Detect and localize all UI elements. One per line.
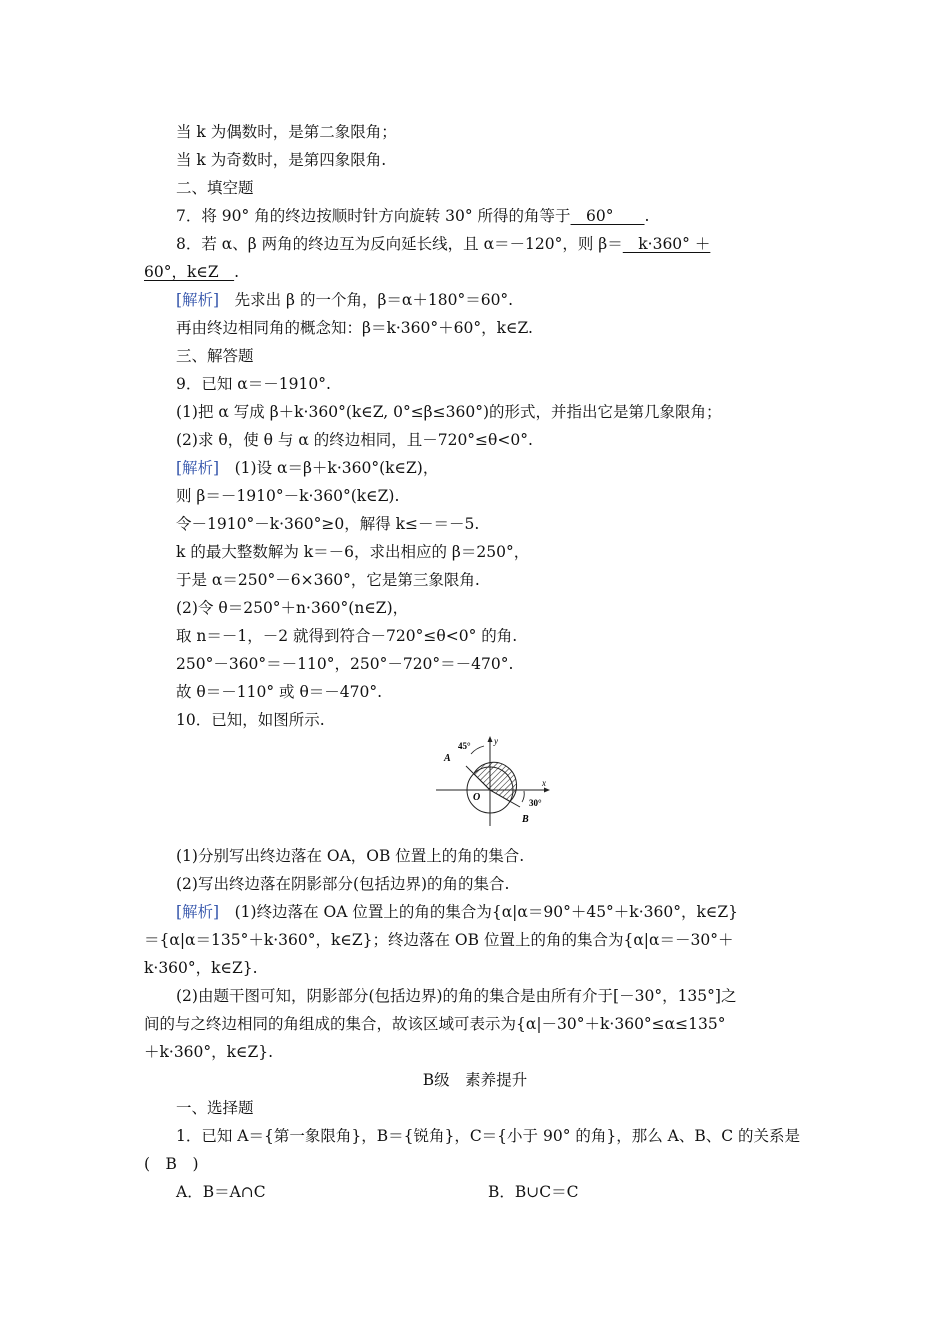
solution-line: 于是 α＝250°－6×360°，它是第三象限角. bbox=[176, 571, 480, 589]
question-8-answer-part2: 60°，k∈Z bbox=[144, 263, 235, 281]
question-8-solution-2: 再由终边相同角的概念知：β＝k·360°＋60°，k∈Z. bbox=[176, 319, 533, 337]
question-b1-answer: ( B ) bbox=[144, 1155, 199, 1173]
solution-line: 则 β＝－1910°－k·360°(k∈Z). bbox=[176, 487, 400, 505]
arc-45 bbox=[471, 746, 484, 754]
question-9-part1: (1)把 α 写成 β＋k·360°(k∈Z, 0°≤β≤360°)的形式，并指出它是第几象限角； bbox=[176, 403, 722, 421]
solution-line: k 的最大整数解为 k＝－6，求出相应的 β＝250°， bbox=[176, 543, 530, 561]
question-8-text: 8．若 α、β 两角的终边互为反向延长线，且 α＝－120°，则 β＝ bbox=[176, 235, 623, 253]
question-8-answer-part1: k·360° ＋ bbox=[622, 235, 711, 253]
question-10: 10．已知，如图所示. bbox=[176, 711, 325, 729]
question-b1: 1．已知 A＝{第一象限角}，B＝{锐角}，C＝{小于 90° 的角}，那么 A、B、C 的关系是 bbox=[176, 1127, 801, 1145]
arc-30 bbox=[522, 791, 524, 802]
line-k-even: 当 k 为偶数时，是第二象限角； bbox=[176, 123, 397, 141]
question-10-solution-text: (1)终边落在 OA 位置上的角的集合为{α|α＝90°＋45°＋k·360°，k∈Z} bbox=[234, 903, 738, 921]
y-axis-arrow bbox=[488, 736, 493, 742]
label-45: 45° bbox=[458, 741, 471, 751]
solution-line: 令－1910°－k·360°≥0，解得 k≤－＝－5. bbox=[176, 515, 480, 533]
question-7-answer: 60° bbox=[570, 207, 645, 225]
solution-line: ＝{α|α＝135°＋k·360°，k∈Z}；终边落在 OB 位置上的角的集合为{α|α＝－30°＋ bbox=[144, 931, 734, 949]
question-7-end: . bbox=[644, 207, 650, 225]
question-9: 9．已知 α＝－1910°. bbox=[176, 375, 331, 393]
solution-line: 取 n＝－1，－2 就得到符合－720°≤θ<0° 的角. bbox=[176, 627, 518, 645]
option-a: A．B＝A∩C bbox=[176, 1183, 266, 1201]
solution-line: k·360°，k∈Z}. bbox=[144, 959, 258, 977]
question-7-text: 7．将 90° 角的终边按顺时针方向旋转 30° 所得的角等于 bbox=[176, 207, 571, 225]
section-solve: 三、解答题 bbox=[176, 347, 254, 365]
question-7 bbox=[176, 206, 649, 226]
question-9-part2: (2)求 θ，使 θ 与 α 的终边相同，且－720°≤θ<0°. bbox=[176, 431, 533, 449]
solution-line: 间的与之终边相同的角组成的集合，故该区域可表示为{α|－30°＋k·360°≤α≤135° bbox=[144, 1015, 726, 1033]
question-10-part2: (2)写出终边落在阴影部分(包括边界)的角的集合. bbox=[176, 875, 510, 893]
question-9-solution-text: (1)设 α＝β＋k·360°(k∈Z)， bbox=[234, 459, 439, 477]
label-30: 30° bbox=[529, 798, 542, 808]
label-b: B bbox=[522, 814, 529, 825]
question-10-part1: (1)分别写出终边落在 OA，OB 位置上的角的集合. bbox=[176, 847, 525, 865]
label-y: y bbox=[494, 736, 498, 746]
label-x: x bbox=[542, 778, 546, 788]
line-k-odd: 当 k 为奇数时，是第四象限角. bbox=[176, 151, 387, 169]
section-choice: 一、选择题 bbox=[176, 1099, 254, 1117]
solution-line: (2)令 θ＝250°＋n·360°(n∈Z)， bbox=[176, 599, 409, 617]
level-heading: B级 素养提升 bbox=[422, 1071, 528, 1089]
question-10-solution bbox=[176, 902, 738, 922]
x-axis-arrow bbox=[544, 788, 550, 793]
label-o: O bbox=[473, 792, 481, 803]
solution-line: ＋k·360°，k∈Z}. bbox=[144, 1043, 274, 1061]
solution-line: 故 θ＝－110° 或 θ＝－470°. bbox=[176, 683, 383, 701]
question-9-solution bbox=[176, 458, 438, 478]
angle-figure bbox=[432, 732, 554, 828]
question-8-solution-text: 先求出 β 的一个角，β＝α＋180°＝60°. bbox=[234, 291, 514, 309]
section-fill-in: 二、填空题 bbox=[176, 179, 254, 197]
question-8-solution bbox=[176, 290, 513, 310]
jiexi-tag: [解析] bbox=[176, 459, 220, 477]
question-8 bbox=[176, 234, 710, 254]
label-a: A bbox=[444, 753, 451, 764]
jiexi-tag: [解析] bbox=[176, 291, 220, 309]
solution-line: (2)由题干图可知，阴影部分(包括边界)的角的集合是由所有介于[－30°，135°]之 bbox=[176, 987, 737, 1005]
question-8-cont bbox=[144, 262, 239, 282]
solution-line: 250°－360°＝－110°，250°－720°＝－470°. bbox=[176, 655, 514, 673]
option-b: B．B∪C＝C bbox=[488, 1183, 579, 1201]
jiexi-tag: [解析] bbox=[176, 903, 220, 921]
question-8-end: . bbox=[234, 263, 240, 281]
